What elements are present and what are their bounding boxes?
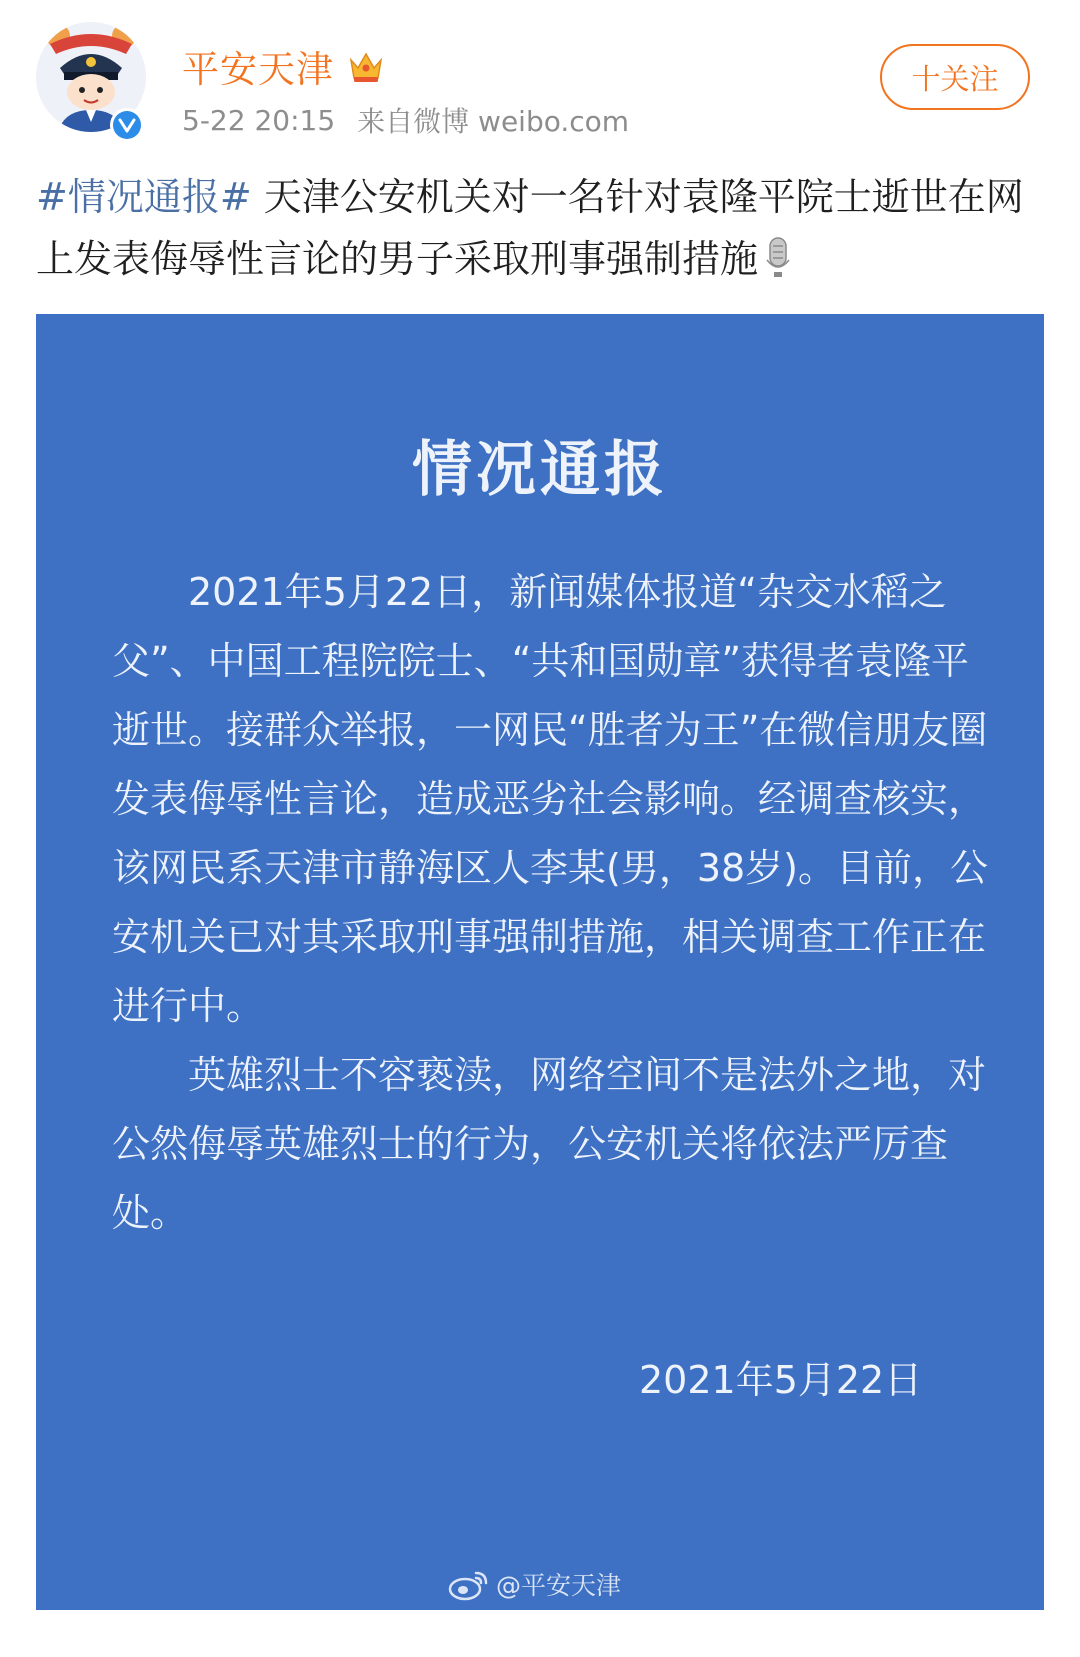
follow-button[interactable]: 十关注 bbox=[880, 44, 1030, 110]
notice-body bbox=[112, 558, 992, 1248]
topic-hashtag-link[interactable]: #情况通报# bbox=[36, 175, 252, 219]
post-timestamp: 5-22 20:15 bbox=[182, 103, 336, 137]
notice-paragraph: 2021年5月22日，新闻媒体报道“杂交水稻之父”、中国工程院院士、“共和国勋章”获得者袁隆平逝世。接群众举报，一网民“胜者为王”在微信朋友圈发表侮辱性言论，造成恶劣社会影响。经调查核实，该网民系天津市静海区人李某(男，38岁)。目前，公安机关已对其采取刑事强制措施，相关调查工作正在进行中。 bbox=[112, 570, 989, 1028]
verified-badge bbox=[110, 108, 144, 142]
verified-v-badge-icon bbox=[113, 111, 141, 139]
user-name[interactable]: 平安天津 bbox=[182, 48, 334, 91]
notice-title: 情况通报 bbox=[412, 435, 668, 505]
post-meta bbox=[182, 98, 629, 142]
notice-image[interactable] bbox=[36, 314, 1044, 1610]
notice-paragraph: 英雄烈士不容亵渎，网络空间不是法外之地，对公然侮辱英雄烈士的行为，公安机关将依法严厉查处。 bbox=[112, 1053, 987, 1235]
watermark-text: @平安天津 bbox=[496, 1571, 622, 1600]
image-watermark bbox=[448, 1564, 621, 1604]
microphone-icon bbox=[764, 236, 792, 280]
crown-icon bbox=[346, 46, 386, 86]
post-source: 来自微博 weibo.com bbox=[357, 105, 630, 138]
weibo-logo-icon bbox=[448, 1567, 490, 1601]
post-body: 天津公安机关对一名针对袁隆平院士逝世在网上发表侮辱性言论的男子采取刑事强制措施 bbox=[36, 175, 1024, 281]
post-text bbox=[36, 166, 1046, 290]
user-name-row bbox=[182, 40, 386, 92]
notice-date: 2021年5月22日 bbox=[639, 1358, 923, 1402]
